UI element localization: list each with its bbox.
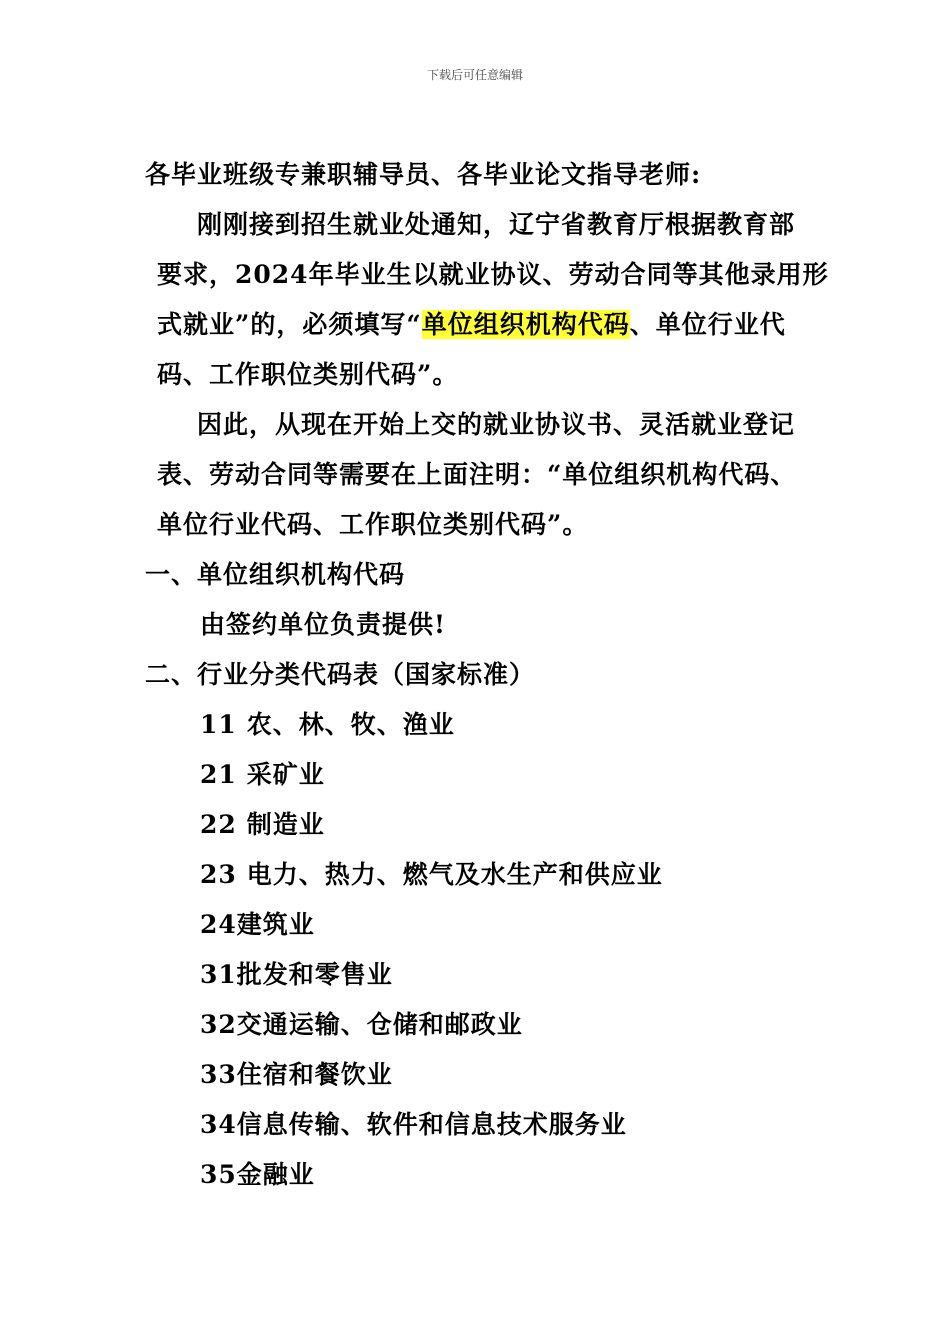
section-heading-org-code: 一、单位组织机构代码 <box>145 560 406 589</box>
paragraph-line: 表、劳动合同等需要在上面注明：“单位组织机构代码、 <box>157 460 797 489</box>
industry-code: 35 <box>200 1160 237 1189</box>
industry-code-item <box>145 750 815 800</box>
industry-code: 22 <box>200 810 237 839</box>
paragraph-line: 单位行业代码、工作职位类别代码”。 <box>157 510 589 539</box>
paragraph-instruction <box>145 400 815 550</box>
paragraph-text: 、单位行业代 <box>629 310 786 339</box>
industry-code: 31 <box>200 960 237 989</box>
paragraph-line: 要求，2024年毕业生以就业协议、劳动合同等其他录用形 <box>157 260 829 289</box>
paragraph-text: 式就业”的，必须填写“ <box>157 310 422 339</box>
industry-name: 制造业 <box>246 810 325 839</box>
salutation: 各毕业班级专兼职辅导员、各毕业论文指导老师: <box>145 160 702 189</box>
industry-name: 金融业 <box>236 1160 315 1189</box>
paragraph-line: 码、工作职位类别代码”。 <box>157 360 459 389</box>
industry-code-item <box>145 900 815 950</box>
paragraph-line: 因此，从现在开始上交的就业协议书、灵活就业登记 <box>197 410 796 439</box>
section-heading-industry-codes: 二、行业分类代码表（国家标准） <box>145 660 536 689</box>
industry-name: 农、林、牧、渔业 <box>246 710 455 739</box>
industry-name: 建筑业 <box>236 910 315 939</box>
industry-name: 采矿业 <box>246 760 325 789</box>
industry-code: 33 <box>200 1060 237 1089</box>
paragraph-line <box>145 300 815 350</box>
header-note: 下载后可任意编辑 <box>426 68 523 82</box>
industry-name: 交通运输、仓储和邮政业 <box>236 1010 523 1039</box>
industry-code: 24 <box>200 910 237 939</box>
industry-name: 信息传输、软件和信息技术服务业 <box>236 1110 627 1139</box>
industry-code-item <box>145 950 815 1000</box>
industry-code: 11 <box>200 710 237 739</box>
industry-code: 34 <box>200 1110 237 1139</box>
paragraph-notice <box>145 200 829 400</box>
industry-code-item <box>145 1150 815 1200</box>
industry-code-item <box>145 1050 815 1100</box>
industry-code: 21 <box>200 760 237 789</box>
industry-code-item <box>145 1100 815 1150</box>
industry-code: 32 <box>200 1010 237 1039</box>
industry-code-item <box>145 800 815 850</box>
industry-code: 23 <box>200 860 237 889</box>
paragraph-line: 刚刚接到招生就业处通知，辽宁省教育厅根据教育部 <box>197 210 796 239</box>
industry-name: 住宿和餐饮业 <box>236 1060 393 1089</box>
industry-code-item <box>145 1000 815 1050</box>
industry-code-item <box>145 700 815 750</box>
industry-code-list <box>145 700 815 1200</box>
industry-name: 批发和零售业 <box>236 960 393 989</box>
industry-code-item <box>145 850 815 900</box>
section-body-org-code: 由签约单位负责提供! <box>200 610 446 639</box>
industry-name: 电力、热力、燃气及水生产和供应业 <box>246 860 663 889</box>
highlighted-text: 单位组织机构代码 <box>421 310 630 339</box>
document-body <box>145 150 829 1200</box>
